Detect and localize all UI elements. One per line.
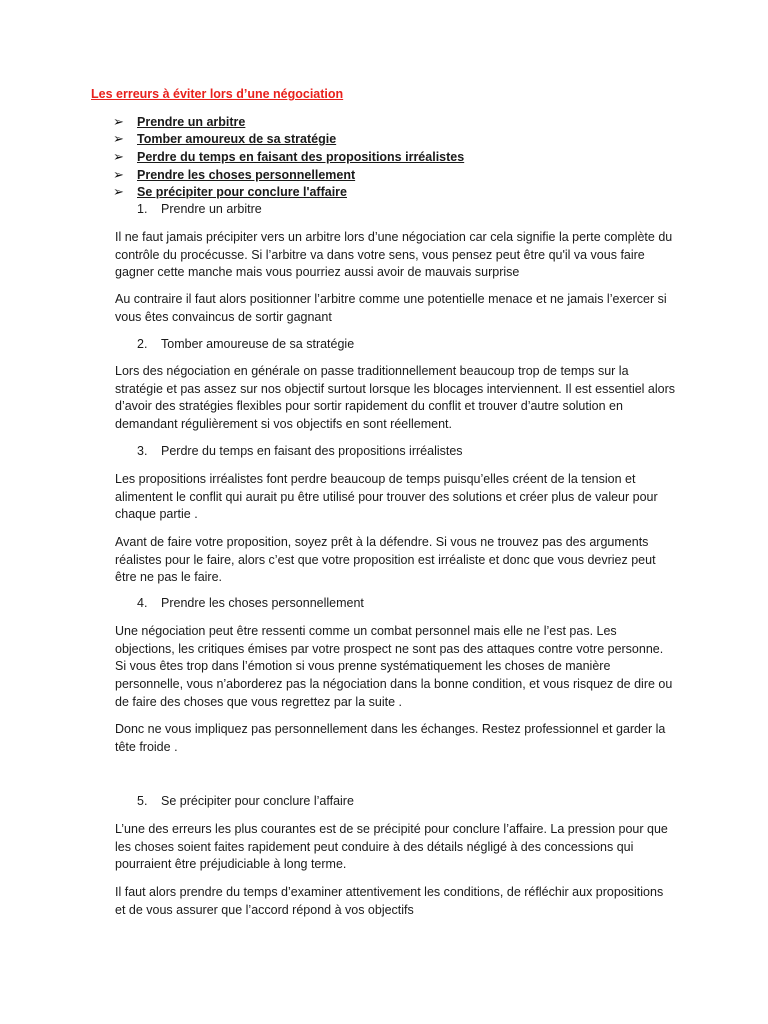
bullet-text: Se précipiter pour conclure l'affaire <box>137 185 347 200</box>
section-heading-text: Se précipiter pour conclure l’affaire <box>161 794 354 808</box>
section-heading-5 <box>137 794 354 808</box>
bullet-text: Prendre un arbitre <box>137 114 246 129</box>
section-number: 3. <box>137 444 148 458</box>
paragraph: Lors des négociation en générale on passe traditionnellement beaucoup trop de temps sur la stratégie et pas assez sur nos objectif surtout lorsque les blocages interviennent. Il est essentiel alors d’avoir des stratégies flexibles pour sortir rapidement du conflit et trouver d’autre solution en demandant régulièrement si vos objectifs en sont réellement. <box>115 364 676 432</box>
bullet-item <box>113 148 673 166</box>
section-heading-text: Prendre les choses personnellement <box>161 596 364 610</box>
section-number: 2. <box>137 337 148 351</box>
section-heading-2 <box>137 337 354 351</box>
bullet-item <box>113 131 673 149</box>
section-heading-3 <box>137 444 463 458</box>
section-heading-text: Prendre un arbitre <box>161 202 262 216</box>
bullet-text: Prendre les choses personnellement <box>137 167 356 182</box>
arrow-bullet-icon: ➢ <box>113 148 124 164</box>
arrow-bullet-icon: ➢ <box>113 184 124 200</box>
paragraph: Au contraire il faut alors positionner l’arbitre comme une potentielle menace et ne jamais l’exercer si vous êtes convaincus de sortir gagnant <box>115 292 667 324</box>
arrow-bullet-icon: ➢ <box>113 113 124 129</box>
bullet-item <box>113 183 673 201</box>
paragraph: Les propositions irréalistes font perdre beaucoup de temps puisqu’elles créent de la tension et alimentent le conflit qui aurait pu être utilisé pour trouver des solutions et créer plus de valeur pour chaque partie . <box>115 472 658 522</box>
paragraph: Il ne faut jamais précipiter vers un arbitre lors d’une négociation car cela signifie la perte complète du contrôle du procécusse. Si l’arbitre va dans votre sens, vous pensez peut être qu'il va vous faire gagner cette manche mais vous pourriez aussi avoir de mauvais surprise <box>115 230 673 280</box>
section-heading-4 <box>137 596 364 610</box>
section-number: 4. <box>137 596 148 610</box>
bullet-item <box>113 166 673 184</box>
section-heading-text: Perdre du temps en faisant des propositions irréalistes <box>161 444 463 458</box>
bullet-list <box>113 113 673 201</box>
document-title: Les erreurs à éviter lors d’une négociation <box>91 87 344 101</box>
paragraph: L’une des erreurs les plus courantes est de se précipité pour conclure l’affaire. La pression pour que les choses soient faites rapidement peut conduire à des détails négligé à des concessions qui pourraient être préjudiciable à long terme. <box>115 822 668 872</box>
bullet-text: Tomber amoureux de sa stratégie <box>137 132 337 147</box>
arrow-bullet-icon: ➢ <box>113 131 124 147</box>
paragraph: Avant de faire votre proposition, soyez prêt à la défendre. Si vous ne trouvez pas des arguments réalistes pour le faire, alors c’est que votre proposition est irréaliste et donc que vous devriez peut être ne pas le faire. <box>115 535 656 585</box>
section-number: 1. <box>137 202 148 216</box>
paragraph: Il faut alors prendre du temps d’examiner attentivement les conditions, de réfléchir aux propositions et de vous assurer que l’accord répond à vos objectifs <box>115 885 664 917</box>
section-heading-text: Tomber amoureuse de sa stratégie <box>161 337 355 351</box>
paragraph: Donc ne vous impliquez pas personnellement dans les échanges. Restez professionnel et garder la tête froide . <box>115 722 666 754</box>
arrow-bullet-icon: ➢ <box>113 166 124 182</box>
bullet-item <box>113 113 673 131</box>
section-number: 5. <box>137 794 148 808</box>
bullet-text: Perdre du temps en faisant des propositions irréalistes <box>137 149 465 164</box>
paragraph: Une négociation peut être ressenti comme un combat personnel mais elle ne l’est pas. Les objections, les critiques émises par votre prospect ne sont pas des attaques contre votre personne. Si vous êtes trop dans l’émotion si vous prenne systématiquement les choses de manière personnelle, vous n’aborderez pas la négociation dans la bonne condition, et vous risquez de dire ou de faire des choses que vous regrettez par la suite . <box>115 624 673 709</box>
section-heading-1 <box>137 202 262 216</box>
